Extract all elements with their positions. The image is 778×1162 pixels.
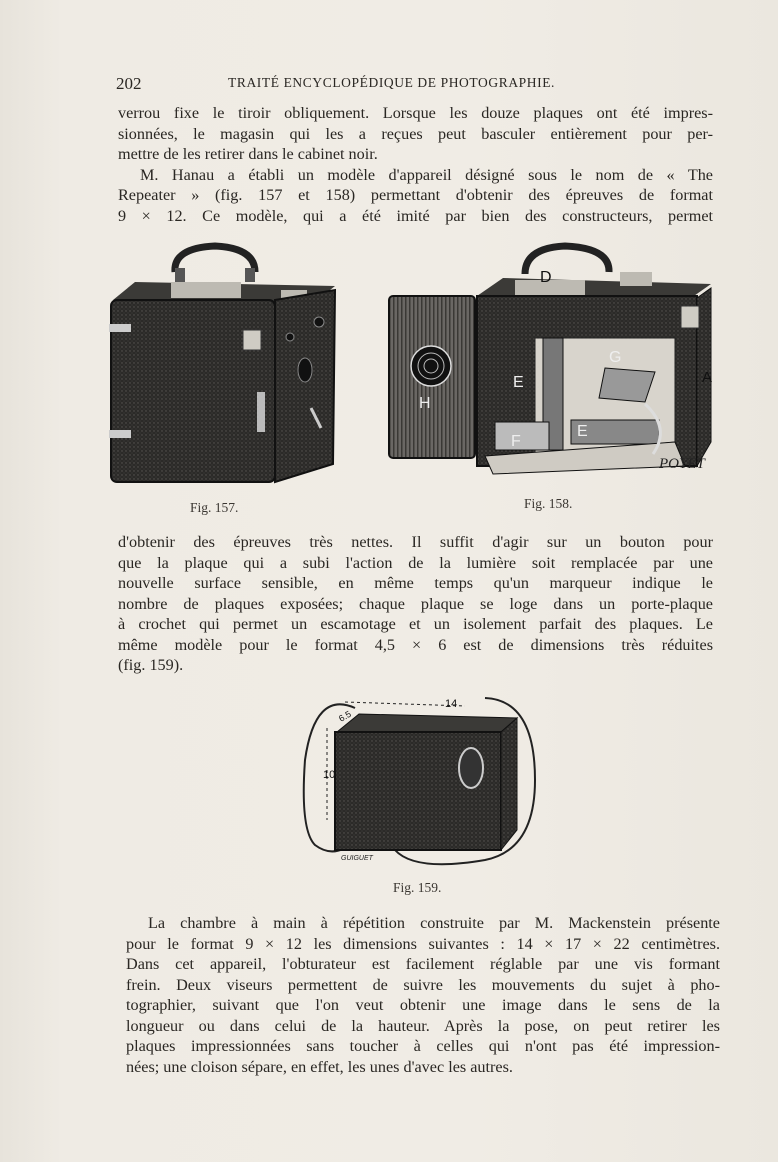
- text-line: (fig. 159).: [118, 656, 184, 674]
- figure-159-caption: Fig. 159.: [393, 880, 442, 895]
- text-line: Repeater » (fig. 157 et 158) permettant d'obtenir des épreuves de format: [118, 186, 713, 204]
- label-E-2: E: [577, 423, 588, 440]
- paragraph-2: [118, 532, 713, 676]
- text-line: tographier, suivant que l'on veut obtenir une image dans le sens de la: [126, 996, 720, 1014]
- dim-14: 14: [445, 698, 458, 710]
- engraver-signature: POYET: [659, 456, 705, 472]
- handle-icon: [525, 246, 609, 274]
- running-title: TRAITÉ ENCYCLOPÉDIQUE DE PHOTOGRAPHIE.: [228, 75, 556, 90]
- handle-icon: [175, 246, 255, 272]
- dim-10: 10: [323, 769, 336, 781]
- label-A: A: [701, 369, 712, 386]
- label-H: H: [419, 395, 431, 412]
- engraver-signature: GUIGUET: [341, 855, 373, 862]
- label-E: E: [513, 374, 524, 391]
- text-line: nées; une cloison sépare, en effet, les unes d'avec les autres.: [126, 1057, 513, 1076]
- label-F: F: [511, 433, 521, 450]
- text-line: longueur ou dans celui de la hauteur. Après la pose, on peut retirer les: [126, 1016, 720, 1035]
- text-line: nouvelle surface sensible, en même temps qu'un marqueur indique le: [118, 574, 713, 592]
- text-line: plaques impressionnées sans toucher à celles qui n'ont pas été impression-: [126, 1037, 720, 1055]
- dim-6-5: 6.5: [337, 708, 353, 724]
- figure-159-small-camera: [295, 680, 540, 870]
- figure-158-caption: Fig. 158.: [524, 496, 573, 511]
- text-line: que la plaque qui a subi l'action de la lumière soit remplacée par une: [118, 553, 713, 572]
- text-line: nombre de plaques exposées; chaque plaque se loge dans un porte-plaque: [118, 594, 713, 613]
- figure-158-camera-open: [385, 242, 715, 487]
- text-line: à crochet qui permet un escamotage et un isolement parfait des plaques. Le: [118, 615, 713, 633]
- paragraph-1: [118, 103, 713, 226]
- text-line: 9 × 12. Ce modèle, qui a été imité par bien des constructeurs, permet: [118, 206, 713, 225]
- page-header: [116, 72, 716, 96]
- text-line: pour le format 9 × 12 les dimensions suivantes : 14 × 17 × 22 centimètres.: [126, 934, 720, 953]
- text-line: sionnées, le magasin qui les a reçues peut basculer entièrement pour per-: [118, 124, 713, 143]
- text-line: mettre de les retirer dans le cabinet noir.: [118, 145, 378, 163]
- text-line: verrou fixe le tiroir obliquement. Lorsque les douze plaques ont été impres-: [118, 104, 713, 122]
- label-D: D: [540, 269, 552, 286]
- text-line: La chambre à main à répétition construite par M. Mackenstein présente: [148, 914, 720, 932]
- figure-157-camera: [105, 242, 340, 490]
- label-G: G: [609, 349, 622, 366]
- figure-157-caption: Fig. 157.: [190, 500, 239, 515]
- text-line: frein. Deux viseurs permettent de suivre les mouvements du sujet à pho-: [126, 975, 720, 994]
- text-line: M. Hanau a établi un modèle d'appareil désigné sous le nom de « The: [140, 165, 713, 184]
- text-line: même modèle pour le format 4,5 × 6 est de dimensions très réduites: [118, 635, 713, 654]
- text-line: d'obtenir des épreuves très nettes. Il suffit d'agir sur un bouton pour: [118, 533, 713, 551]
- page-number: 202: [116, 74, 142, 93]
- paragraph-3: [126, 913, 720, 1077]
- text-line: Dans cet appareil, l'obturateur est facilement réglable par une vis formant: [126, 955, 720, 973]
